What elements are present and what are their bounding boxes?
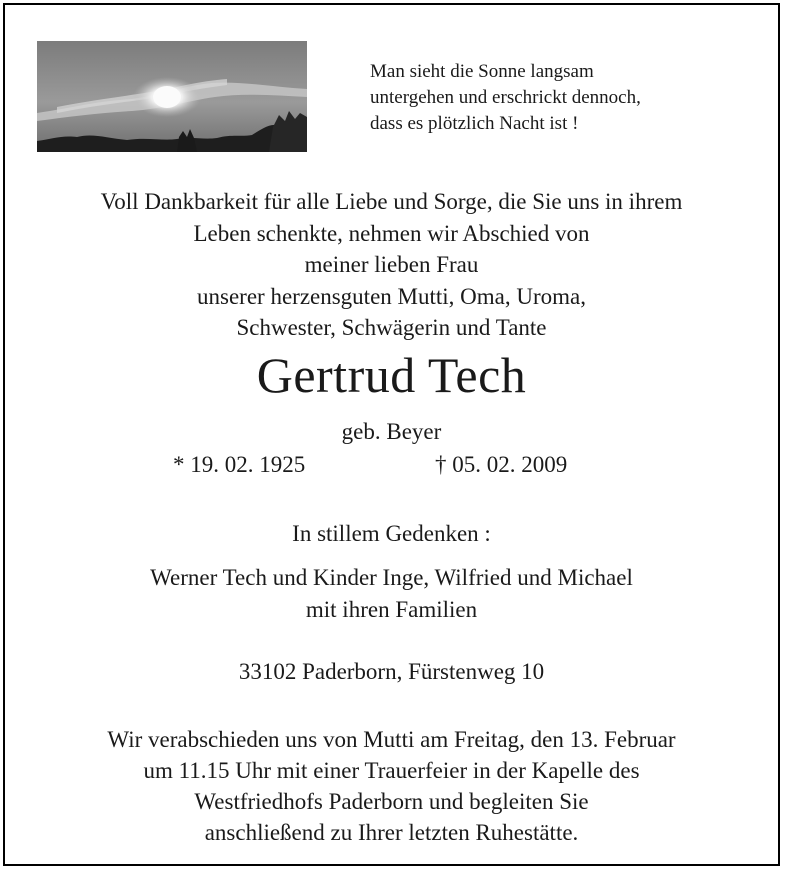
- intro-line: Schwester, Schwägerin und Tante: [236, 315, 547, 340]
- address: 33102 Paderborn, Fürstenweg 10: [238, 659, 545, 684]
- intro-line: Leben schenkte, nehmen wir Abschied von: [193, 220, 590, 246]
- funeral-text: [5, 724, 778, 848]
- maiden-name: geb. Beyer: [341, 419, 442, 444]
- funeral-line: Westfriedhofs Paderborn und begleiten Sie: [194, 789, 589, 814]
- family-text: [5, 562, 778, 625]
- quote-line: untergehen und erschrickt dennoch,: [370, 87, 641, 108]
- quote-text: [370, 59, 770, 137]
- funeral-line: um 11.15 Uhr mit einer Trauerfeier in der Kapelle des: [143, 758, 640, 783]
- birth-date: * 19. 02. 1925: [173, 452, 306, 477]
- intro-line: Voll Dankbarkeit für alle Liebe und Sorge, die Sie uns in ihrem: [100, 189, 683, 214]
- quote-line: dass es plötzlich Nacht ist !: [370, 113, 579, 134]
- intro-line: unserer herzensguten Mutti, Oma, Uroma,: [197, 283, 586, 309]
- family-line: Werner Tech und Kinder Inge, Wilfried und Michael: [150, 565, 633, 590]
- memory-heading: In stillem Gedenken :: [292, 521, 491, 546]
- intro-line: meiner lieben Frau: [304, 252, 479, 277]
- quote-line: Man sieht die Sonne langsam: [370, 61, 594, 82]
- intro-text: [5, 186, 778, 344]
- funeral-line: Wir verabschieden uns von Mutti am Freitag, den 13. Februar: [107, 727, 676, 752]
- death-date: † 05. 02. 2009: [435, 452, 568, 477]
- funeral-line: anschließend zu Ihrer letzten Ruhestätte.: [204, 820, 579, 845]
- sunset-photo: [37, 41, 307, 152]
- obituary-notice: [3, 3, 780, 866]
- deceased-name: Gertrud Tech: [256, 347, 527, 403]
- family-line: mit ihren Familien: [305, 596, 478, 622]
